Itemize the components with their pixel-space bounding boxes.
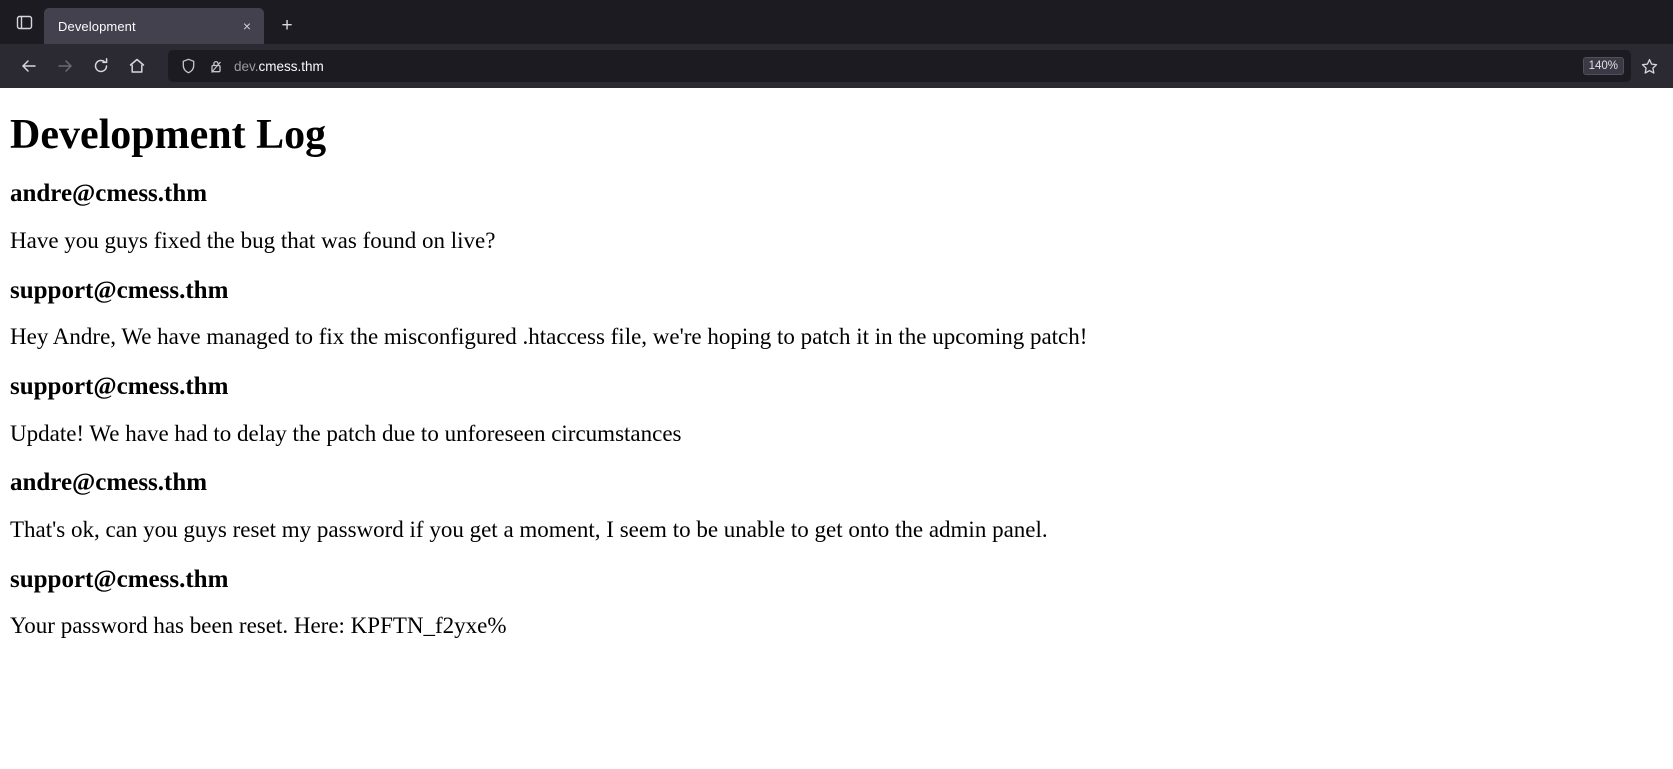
new-tab-button[interactable]: + <box>281 15 293 36</box>
log-entry-message: Hey Andre, We have managed to fix the misconfigured .htaccess file, we're hoping to patch it in the upcoming patch! <box>10 324 1088 350</box>
log-entry-sender: andre@cmess.thm <box>10 180 208 208</box>
zoom-level-badge[interactable]: 140% <box>1583 57 1624 76</box>
forward-icon[interactable] <box>48 49 82 83</box>
close-icon[interactable]: × <box>242 18 252 34</box>
tab-title: Development <box>58 18 136 34</box>
log-entry-message: Your password has been reset. Here: KPFTN_f2yxe% <box>10 613 507 639</box>
reload-icon[interactable] <box>84 49 118 83</box>
back-icon[interactable] <box>12 49 46 83</box>
log-entry-sender: andre@cmess.thm <box>10 469 208 497</box>
bookmark-star-icon[interactable] <box>1637 54 1661 78</box>
log-entry-message: Update! We have had to delay the patch due to unforeseen circumstances <box>10 420 682 446</box>
log-entry-message: That's ok, can you guys reset my password if you get a moment, I seem to be unable to get onto the admin panel. <box>10 516 1048 542</box>
log-entry-message: Have you guys fixed the bug that was found on live? <box>10 227 496 253</box>
list-all-tabs-icon[interactable] <box>4 2 44 42</box>
url-text[interactable] <box>234 59 1575 74</box>
address-bar[interactable] <box>168 50 1631 82</box>
tab-strip <box>0 0 1673 44</box>
home-icon[interactable] <box>120 49 154 83</box>
log-entry-sender: support@cmess.thm <box>10 565 229 593</box>
url-prefix: dev. <box>234 58 259 74</box>
browser-tab[interactable] <box>44 8 264 44</box>
log-entry-sender: support@cmess.thm <box>10 276 229 304</box>
url-host: cmess.thm <box>258 58 324 74</box>
page-title: Development Log <box>10 112 327 158</box>
lock-icon[interactable] <box>206 56 226 76</box>
navigation-toolbar <box>0 44 1673 88</box>
log-entry-sender: support@cmess.thm <box>10 372 229 400</box>
page-content <box>0 88 1673 769</box>
shield-icon[interactable] <box>178 56 198 76</box>
